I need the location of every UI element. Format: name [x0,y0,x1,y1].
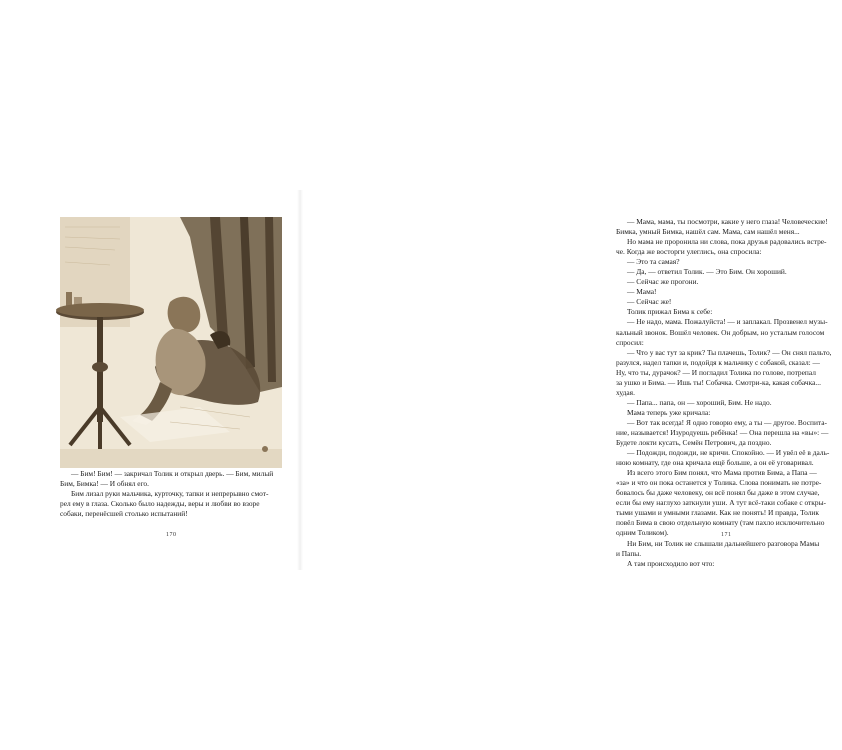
text-line: — Подожди, подожди, не кричи. Спокойно. — И увёл её в даль- [627,448,830,458]
left-page [0,0,300,750]
right-page-text [616,217,842,569]
page-number: 170 [166,532,177,538]
text-line: — Бим! Бим! — закричал Толик и открыл дверь. — Бим, милый [71,469,274,478]
table-knob [92,362,108,372]
text-line: — Не надо, мама. Пожалуйста! — и заплакал. Прозвенел музы- [627,317,828,327]
text-line: — Мама, мама, ты посмотри, какие у него глаза! Человеческие! [627,217,828,226]
text-line: спросил: [616,337,644,347]
text-line: нюю комнату, где она кричала ещё больше, а он её уговаривал. [616,458,814,468]
text-line: — Сейчас же! [627,297,672,307]
text-line: Ну, что ты, дурачок? — И погладил Толика по голове, потрепал [616,367,816,377]
text-line: — Папа... папа, он — хороший, Бим. Не надо. [627,397,772,407]
text-line: — Да, — ответил Толик. — Это Бим. Он хороший. [627,267,787,277]
text-line: Из всего этого Бим понял, что Мама против Бима, а Папа — [627,468,817,478]
text-line: — Сейчас же прогони. [627,277,699,287]
text-line: Мама теперь уже кричала: [627,407,711,417]
text-line: — Мама! [627,287,657,297]
table-top-surface [56,303,144,317]
text-line: и Папы. [616,548,642,558]
text-line: рел ему в глаза. Сколько было надежды, веры и любви во взоре [60,499,260,509]
text-line: — Что у вас тут за крик? Ты плачешь, Толик? — Он снял пальто, [627,347,832,357]
right-page [300,0,832,750]
text-line: Толик прижал Бима к себе: [627,307,713,317]
text-line: повёл Бима в свою отдельную комнату (там пахло исключительно [616,518,825,528]
text-line: Ни Бим, ни Толик не слышали дальнейшего разговора Мамы [627,538,820,548]
illustration-boy-hugging-dog [60,217,282,468]
text-line: одним Толиком). [616,528,669,538]
text-line: Будете локти кусать, Семён Петрович, да поздно. [616,438,772,448]
text-line: Бимка, умный Бимка, нашёл сам. Мама, сам нашёл меня... [616,227,800,237]
text-line: Бим лизал руки мальчика, курточку, тапки и непрерывно смот- [71,489,269,499]
text-line: бовалось бы даже человеку, он всё понял бы даже в этом случае, [616,488,820,498]
text-line: худая. [616,387,635,397]
text-line: Бим, Бимка! — И обнял его. [60,479,149,489]
text-line: — Вот так всегда! Я одно говорю ему, а ты — другое. Воспита- [627,417,827,427]
text-line: «за» и что он пока останется у Толика. Слова понимать не потре- [616,478,822,488]
text-line: тыми ушами и умными глазами. Как не понять! И правда, Толик [616,508,819,518]
page-number: 171 [721,532,732,538]
text-line: А там происходило вот что: [627,558,715,568]
text-line: Но мама не проронила ни слова, пока друзья радовались встре- [627,237,827,247]
floor-object [262,446,268,452]
illustration-drawing [60,217,282,468]
text-line: если бы ему наглухо заткнули уши. А тут всё-таки собаке с откры- [616,498,826,508]
text-line: кальный звонок. Вошёл человек. Он добрым, но усталым голосом [616,327,825,337]
left-page-text [60,469,282,519]
text-line: ние, называется! Изуродуешь ребёнка! — Она перешла на «вы»: — [616,427,829,437]
text-line: — Это та самая? [627,257,680,267]
text-line: за ушко и Бима. — Ишь ты! Собачка. Смотри-ка, какая собачка... [616,377,821,387]
text-line: че. Когда же восторги улеглись, она спросила: [616,247,762,257]
text-line: разулся, надел тапки и, подойдя к мальчику с собакой, сказал: — [616,357,820,367]
text-line: собаки, перенёсшей столько испытаний! [60,509,188,519]
floor [60,449,282,468]
